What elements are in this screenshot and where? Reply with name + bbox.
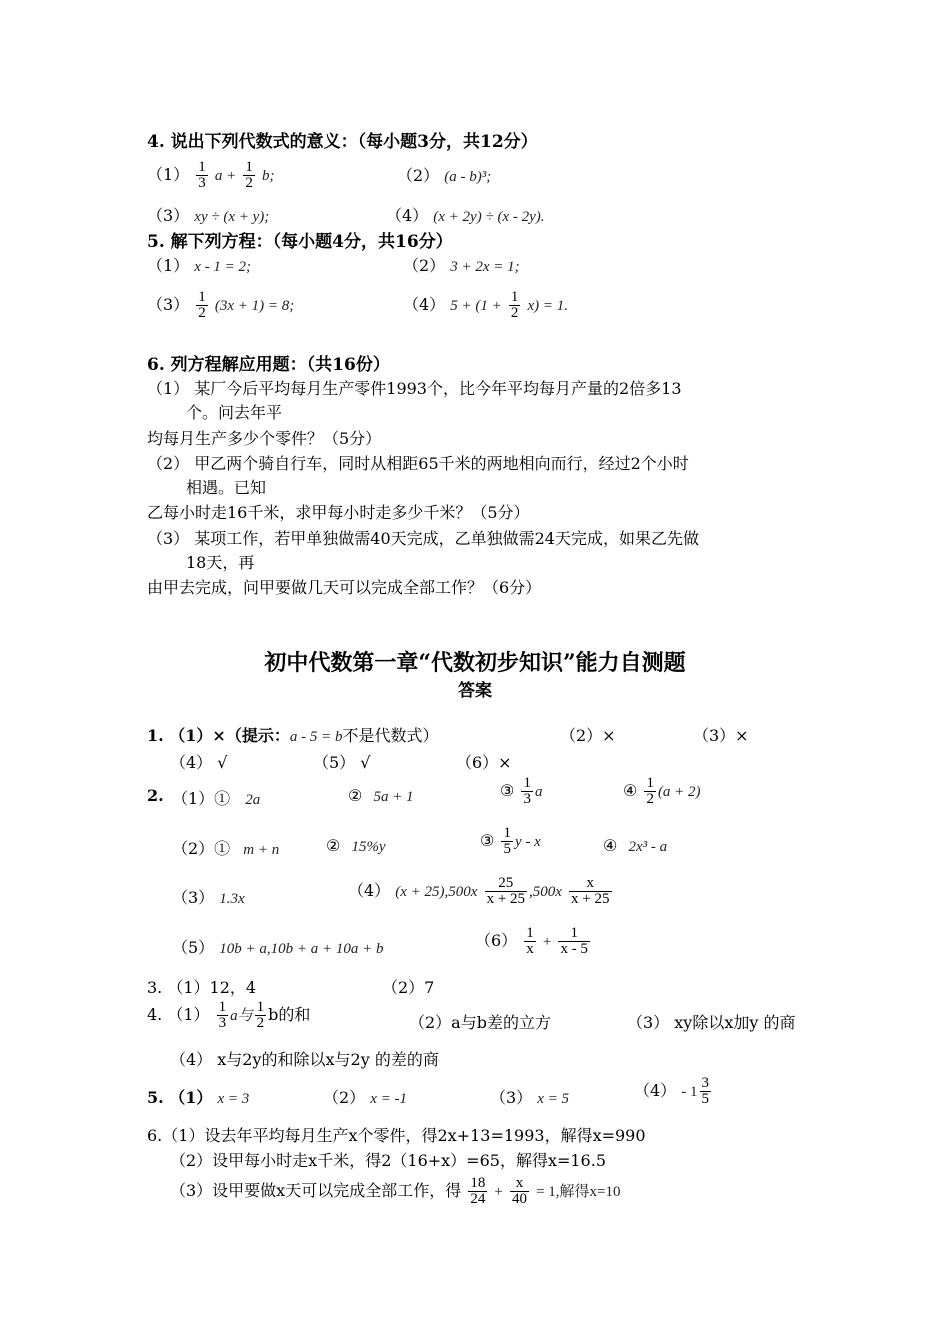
- q4-part1: [147, 160, 274, 191]
- a2-r3-2-mid: ,500x: [529, 884, 562, 900]
- answer1-part5: （5） √: [313, 753, 371, 772]
- fraction: $\frac{25}{x + 25}$: [486, 875, 526, 907]
- q4-p2-expr: (a - b)³;: [444, 169, 492, 185]
- a6-3-plus: +: [494, 1184, 503, 1200]
- q6-p3-line2: 18天，再: [186, 553, 255, 572]
- answer6-part2: （2）设甲每小时走x千米，得2（16+x）=65，解得x=16.5: [170, 1151, 606, 1170]
- q4-p3-expr: xy ÷ (x + y);: [194, 209, 270, 225]
- a2-r2-1-expr: m + n: [243, 842, 280, 858]
- answer2-r2-2: [326, 836, 386, 856]
- a2-r1-1-label: （1）①: [172, 789, 231, 808]
- q4-p1-mid: a +: [214, 168, 237, 184]
- answer2-label: 2.: [147, 786, 164, 805]
- a2-r2-2-expr: 15%y: [351, 839, 386, 855]
- q5-p1-label: （1）: [147, 256, 190, 275]
- a2-r1-2-label: ②: [348, 786, 363, 805]
- a2-r1-3-expr: a: [534, 784, 543, 800]
- a2-r4-1-expr: 10b + a,10b + a + 10a + b: [219, 941, 384, 957]
- a2-r1-4-expr: (a + 2): [657, 784, 701, 800]
- q5-p4-label: （4）: [403, 295, 446, 314]
- answers-subtitle: 答案: [458, 681, 492, 701]
- a2-r2-3-expr: y - x: [514, 834, 541, 850]
- answer1-hint: a - 5 = b: [289, 729, 343, 745]
- q5-part3: [147, 290, 294, 321]
- answer2-r4-2: [475, 926, 592, 957]
- fraction: $\frac{1}{3}$: [218, 999, 227, 1031]
- answer6-part3: [170, 1176, 620, 1207]
- fraction: $\frac{1}{x}$: [526, 925, 534, 957]
- a6-3-result: = 1,解得x=10: [536, 1184, 621, 1200]
- answer2-r4-1: [172, 935, 384, 958]
- a2-r1-3-label: ③: [500, 781, 515, 800]
- a4-mid2: b的和: [268, 1005, 311, 1024]
- answer1-hint-end: 不是代数式）: [342, 726, 439, 745]
- answer5-part3: [490, 1085, 569, 1108]
- q4-p4-label: （4）: [386, 206, 429, 225]
- q4-p1-label: （1）: [147, 165, 190, 184]
- answer3-part1: 3. （1）12，4: [147, 978, 257, 997]
- answer2-r3-2: [348, 876, 614, 907]
- a5-4-expr: - 1: [681, 1084, 698, 1100]
- answer1-part1: [147, 723, 438, 746]
- q4-p3-label: （3）: [147, 206, 190, 225]
- q4-part4: [386, 203, 545, 226]
- q4-p1-end: b;: [261, 168, 275, 184]
- answer4-part2: （2）a与b差的立方: [409, 1013, 551, 1032]
- a4-mid1: a与: [230, 1008, 253, 1024]
- a2-r3-2-expr: (x + 25),500x: [395, 884, 478, 900]
- q6-p2-line3: 乙每小时走16千米，求甲每小时走多少千米？（5分）: [147, 503, 530, 522]
- fraction: $\frac{1}{5}$: [503, 825, 511, 857]
- q4-p2-label: （2）: [397, 166, 440, 185]
- q5-part2: [403, 253, 520, 276]
- a5-2-expr: x = -1: [370, 1091, 408, 1107]
- q6-p2-line2: 相遇。已知: [186, 478, 267, 497]
- q5-p2-label: （2）: [403, 256, 446, 275]
- q5-part4: [403, 290, 568, 321]
- answer2-r2-1: [172, 836, 279, 859]
- a2-r1-4-label: ④: [623, 781, 638, 800]
- answer4-part4: （4） x与2y的和除以x与2y 的差的商: [170, 1050, 439, 1069]
- q5-p1-expr: x - 1 = 2;: [194, 259, 252, 275]
- a2-r2-2-label: ②: [326, 836, 341, 855]
- answer5-part1: [147, 1085, 249, 1108]
- q6-p1-line1: （1） 某厂今后平均每月生产零件1993个，比今年平均每月产量的2倍多13: [147, 379, 682, 398]
- answer2-r2-3: [480, 826, 541, 857]
- q5-part1: [147, 253, 251, 276]
- answer2-r1-3: [500, 776, 542, 807]
- q5-p2-expr: 3 + 2x = 1;: [450, 259, 520, 275]
- a2-r1-2-expr: 5a + 1: [373, 789, 414, 805]
- answers-title: 初中代数第一章“代数初步知识”能力自测题: [264, 650, 686, 676]
- a2-r4-2-plus: +: [542, 934, 552, 950]
- a6-3-text: （3）设甲要做x天可以完成全部工作，得: [170, 1181, 462, 1200]
- fraction: $\frac{1}{x - 5}$: [560, 925, 588, 957]
- fraction: $\frac{1}{2}$: [256, 999, 265, 1031]
- q5-p4-post: x) = 1.: [527, 298, 568, 314]
- q4-part3: [147, 203, 269, 226]
- answer1-part6: （6）×: [456, 753, 512, 772]
- q6-heading: 6. 列方程解应用题：（共16份）: [147, 355, 390, 375]
- a5-1-expr: x = 3: [217, 1091, 250, 1107]
- fraction: $\frac{1}{2}$: [198, 289, 206, 321]
- a2-r3-1-label: （3）: [172, 888, 215, 907]
- answer1-label: 1. （1）×（提示：: [147, 726, 290, 745]
- a2-r2-4-expr: 2x³ - a: [628, 839, 668, 855]
- answer2-r1-2: [348, 786, 414, 806]
- fraction: $\frac{x}{x + 25}$: [571, 875, 610, 907]
- answer4-label: 4. （1）: [147, 1005, 210, 1024]
- a5-2-label: （2）: [323, 1088, 366, 1107]
- q6-p1-line2: 个。问去年平: [186, 403, 283, 422]
- q5-p4-pre: 5 + (1 +: [450, 298, 502, 314]
- a2-r2-4-label: ④: [603, 836, 618, 855]
- answer5-part2: [323, 1085, 407, 1108]
- fraction: $\frac{1}{2}$: [510, 289, 519, 321]
- q6-p2-line1: （2） 甲乙两个骑自行车，同时从相距65千米的两地相向而行，经过2个小时: [147, 454, 689, 473]
- fraction: $\frac{1}{3}$: [523, 775, 531, 807]
- fraction: $\frac{1}{2}$: [646, 775, 654, 807]
- a2-r1-1-expr: 2a: [245, 792, 261, 808]
- answer5-part4: [634, 1076, 713, 1107]
- a2-r4-1-label: （5）: [172, 938, 215, 957]
- answer3-part2: （2）7: [382, 978, 435, 997]
- answer2-r3-1: [172, 885, 245, 908]
- answer2-r2-4: [603, 836, 667, 856]
- q4-p4-expr: (x + 2y) ÷ (x - 2y).: [433, 209, 545, 225]
- answer1-part2: （2）×: [560, 726, 616, 745]
- a2-r3-2-label: （4）: [348, 881, 391, 900]
- q5-heading: 5. 解下列方程：（每小题4分，共16分）: [147, 232, 453, 252]
- q6-p1-line3: 均每月生产多少个零件？（5分）: [147, 429, 382, 448]
- answer5-label: 5. （1）: [147, 1088, 213, 1107]
- a5-3-expr: x = 5: [537, 1091, 570, 1107]
- q4-part2: [397, 163, 491, 186]
- q4-heading: 4. 说出下列代数式的意义：（每小题3分，共12分）: [147, 132, 538, 152]
- q6-p3-line3: 由甲去完成，问甲要做几天可以完成全部工作？（6分）: [147, 578, 542, 597]
- a5-4-label: （4）: [634, 1081, 677, 1100]
- fraction: $\frac{3}{5}$: [701, 1075, 710, 1107]
- answer4-part1: [147, 1000, 310, 1031]
- answer2-r1-1: [172, 786, 260, 809]
- answer6-part1: 6.（1）设去年平均每月生产x个零件，得2x+13=1993，解得x=990: [147, 1126, 646, 1145]
- q5-p3-expr: (3x + 1) = 8;: [214, 298, 295, 314]
- fraction: $\frac{x}{40}$: [511, 1175, 527, 1207]
- answer1-part3: （3）×: [693, 726, 749, 745]
- fraction: $\frac{1}{3}$: [198, 159, 206, 191]
- a2-r2-1-label: （2）①: [172, 839, 231, 858]
- a2-r3-1-expr: 1.3x: [219, 891, 245, 907]
- answer2-r1-4: [623, 776, 701, 807]
- answer1-part4: （4） √: [170, 753, 228, 772]
- q6-p3-line1: （3） 某项工作，若甲单独做需40天完成，乙单独做需24天完成，如果乙先做: [147, 529, 699, 548]
- fraction: $\frac{18}{24}$: [470, 1175, 486, 1207]
- a2-r4-2-label: （6）: [475, 931, 518, 950]
- a2-r2-3-label: ③: [480, 831, 495, 850]
- answer4-part3: （3） xy除以x加y 的商: [627, 1013, 796, 1032]
- a5-3-label: （3）: [490, 1088, 533, 1107]
- q5-p3-label: （3）: [147, 295, 190, 314]
- fraction: $\frac{1}{2}$: [245, 159, 253, 191]
